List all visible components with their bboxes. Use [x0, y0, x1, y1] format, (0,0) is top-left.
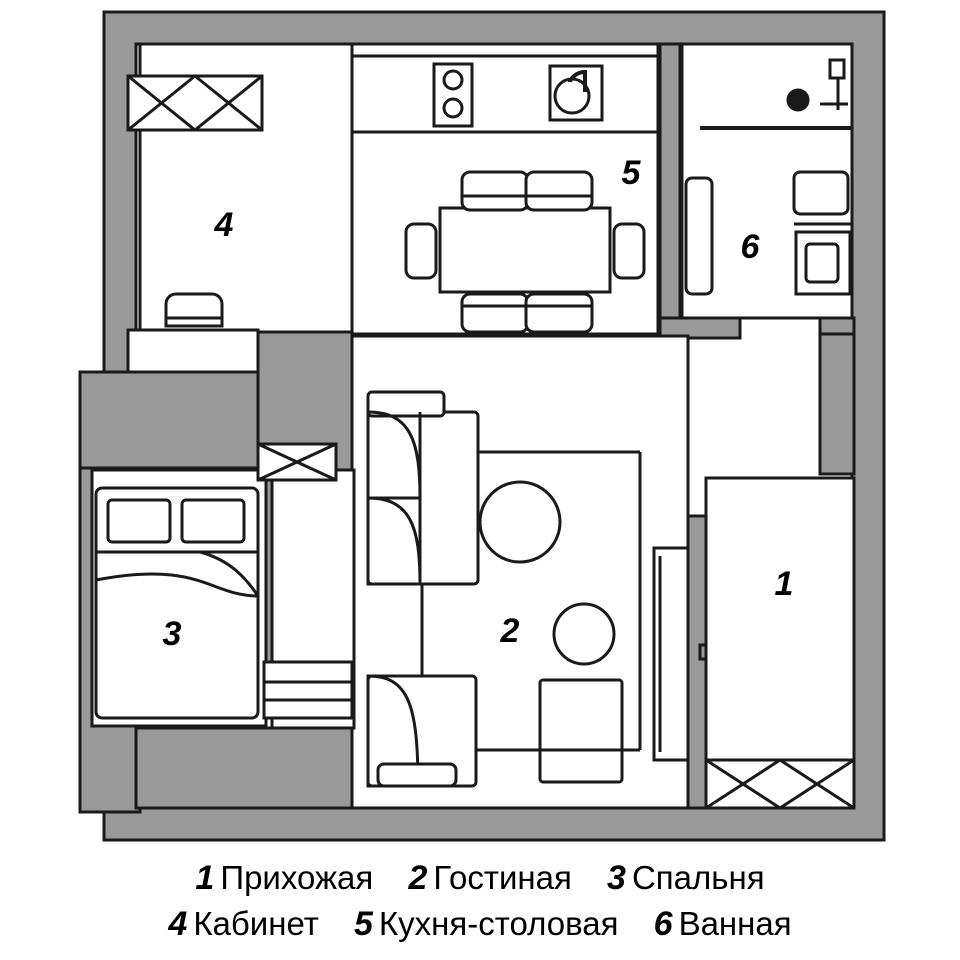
legend-item-6: [654, 905, 792, 942]
legend-text-5: Кухня-столовая: [378, 905, 619, 942]
room-number-4: 4: [214, 206, 234, 244]
room-number-6: 6: [740, 228, 760, 266]
kitchen-fixtures: [352, 56, 658, 132]
bathtub: [686, 178, 712, 294]
hall-fixtures: [706, 760, 854, 808]
wall-hall-top: [820, 334, 854, 474]
dining-chair: [526, 172, 592, 210]
pillow: [182, 500, 244, 542]
coffee-table: [480, 482, 560, 562]
kitchen-counter: [352, 56, 658, 132]
legend-item-2: [408, 859, 571, 896]
wardrobe-body: [128, 76, 262, 130]
legend-number-6: 6: [653, 905, 673, 943]
dining-chair: [462, 172, 528, 210]
legend-number-4: 4: [168, 905, 188, 943]
cooktop-burner-icon: [444, 71, 462, 89]
legend-item-1: [195, 859, 373, 896]
legend-number-5: 5: [354, 905, 373, 943]
legend-number-1: 1: [195, 859, 215, 897]
legend-text-3: Спальня: [631, 859, 765, 896]
legend-text-6: Ванная: [678, 905, 792, 942]
office-wardrobe: [128, 76, 262, 130]
pillow: [108, 500, 170, 542]
desk-top: [128, 330, 258, 372]
round-stool: [554, 604, 614, 664]
wall-partition-kitchen-bath: [660, 44, 680, 334]
legend-text-2: Гостиная: [433, 859, 572, 896]
legend: [0, 855, 960, 947]
dining-table: [440, 208, 610, 292]
office-chair: [166, 294, 222, 326]
legend-item-5: [354, 905, 618, 942]
legend-text-1: Прихожая: [220, 859, 374, 896]
legend-number-3: 3: [607, 859, 626, 897]
dining-chair: [526, 294, 592, 332]
side-table: [540, 680, 622, 782]
legend-text-4: Кабинет: [193, 905, 319, 942]
room-number-3: 3: [162, 615, 182, 653]
toilet: [794, 172, 848, 214]
room-number-5: 5: [621, 154, 641, 192]
legend-line-1: [0, 855, 960, 901]
dining-chair: [462, 294, 528, 332]
wall-bottom-inner: [136, 728, 358, 808]
cooktop-burner-icon: [444, 99, 462, 117]
armchair-arm: [378, 764, 456, 786]
legend-item-4: [168, 905, 318, 942]
legend-line-2: [0, 901, 960, 947]
dining-chair: [614, 224, 644, 278]
legend-item-3: [607, 859, 765, 896]
dining-chair: [406, 224, 436, 278]
room-number-2: 2: [500, 612, 520, 650]
legend-number-2: 2: [408, 859, 428, 897]
washer-door: [806, 244, 838, 282]
room-number-1: 1: [774, 565, 794, 603]
shower-head-icon: [788, 90, 808, 110]
shower-valve: [830, 60, 844, 78]
hall-wardrobe: [706, 760, 854, 808]
bedroom-shelf: [264, 662, 352, 718]
